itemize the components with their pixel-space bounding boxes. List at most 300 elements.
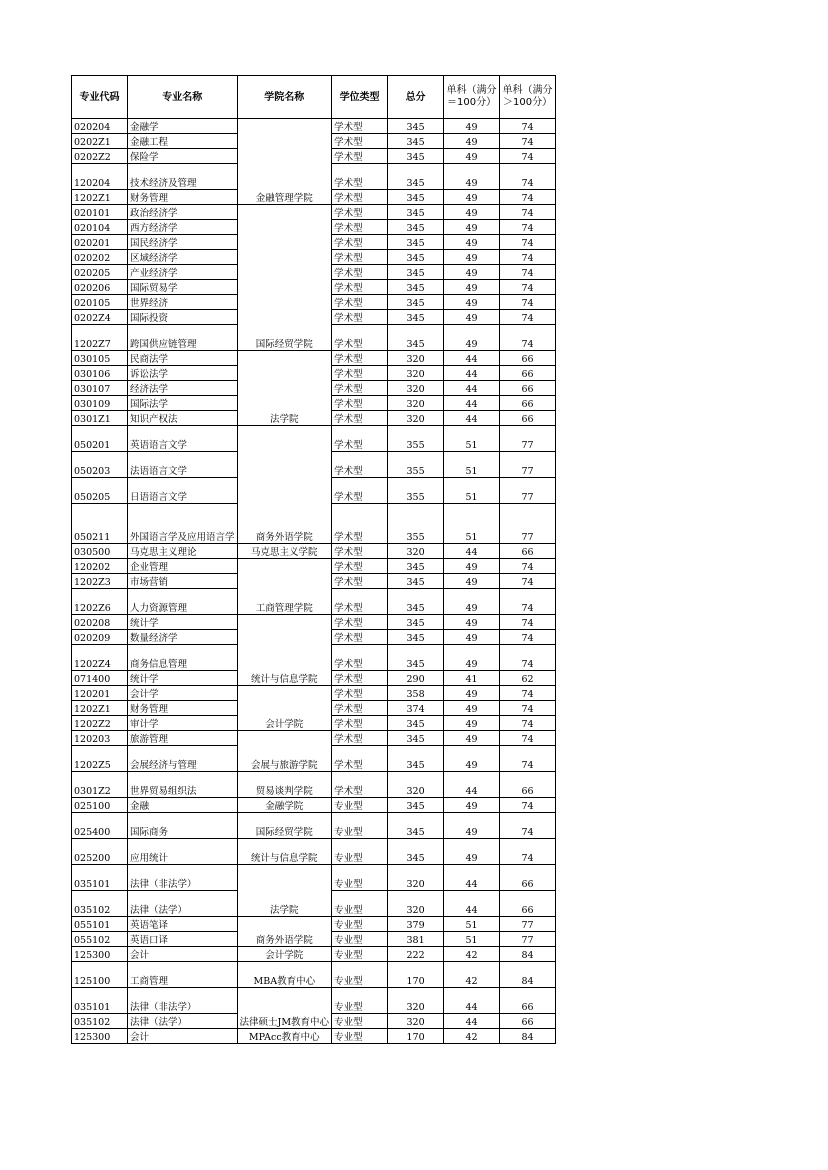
total-score: 358 <box>388 686 444 701</box>
major-name: 产业经济学 <box>128 265 238 280</box>
degree-type: 专业型 <box>332 988 388 1014</box>
degree-type: 学术型 <box>332 544 388 559</box>
single-score-over100: 66 <box>500 891 556 917</box>
table-body <box>72 119 556 1044</box>
single-score-over100: 74 <box>500 615 556 630</box>
single-score-over100: 66 <box>500 381 556 396</box>
major-code: 030500 <box>72 544 128 559</box>
single-score-100: 49 <box>444 220 500 235</box>
major-code: 050201 <box>72 426 128 452</box>
single-score-100: 42 <box>444 1029 500 1044</box>
major-name: 国际商务 <box>128 813 238 839</box>
major-code: 120203 <box>72 731 128 746</box>
college-name: 金融管理学院 <box>237 119 332 205</box>
header-single-over100: 单科（满分＞100分） <box>500 76 556 119</box>
single-score-over100: 74 <box>500 220 556 235</box>
single-score-over100: 66 <box>500 366 556 381</box>
single-score-100: 44 <box>444 544 500 559</box>
total-score: 222 <box>388 947 444 962</box>
single-score-over100: 74 <box>500 686 556 701</box>
degree-type: 学术型 <box>332 671 388 686</box>
single-score-100: 49 <box>444 630 500 645</box>
major-code: 125100 <box>72 962 128 988</box>
major-name: 政治经济学 <box>128 205 238 220</box>
single-score-100: 49 <box>444 731 500 746</box>
table-row <box>72 559 556 574</box>
single-score-100: 44 <box>444 366 500 381</box>
table-row <box>72 119 556 134</box>
major-code: 1202Z4 <box>72 645 128 671</box>
major-name: 西方经济学 <box>128 220 238 235</box>
single-score-over100: 84 <box>500 1029 556 1044</box>
total-score: 345 <box>388 731 444 746</box>
header-single-100: 单科（满分＝100分） <box>444 76 500 119</box>
degree-type: 学术型 <box>332 265 388 280</box>
single-score-over100: 74 <box>500 574 556 589</box>
single-score-over100: 74 <box>500 716 556 731</box>
table-row <box>72 731 556 746</box>
single-score-over100: 74 <box>500 205 556 220</box>
major-name: 法律（非法学） <box>128 865 238 891</box>
single-score-over100: 74 <box>500 731 556 746</box>
college-name: 工商管理学院 <box>237 559 332 615</box>
major-name: 财务管理 <box>128 701 238 716</box>
degree-type: 学术型 <box>332 149 388 164</box>
single-score-over100: 74 <box>500 559 556 574</box>
major-code: 120204 <box>72 164 128 190</box>
degree-type: 学术型 <box>332 716 388 731</box>
major-name: 会计 <box>128 1029 238 1044</box>
total-score: 345 <box>388 615 444 630</box>
college-name: 法律硕士JM教育中心 <box>237 988 332 1029</box>
college-name: 统计与信息学院 <box>237 615 332 686</box>
total-score: 345 <box>388 839 444 865</box>
total-score: 345 <box>388 149 444 164</box>
single-score-100: 44 <box>444 411 500 426</box>
single-score-over100: 66 <box>500 544 556 559</box>
major-code: 030107 <box>72 381 128 396</box>
single-score-100: 49 <box>444 686 500 701</box>
degree-type: 学术型 <box>332 574 388 589</box>
college-name: MPAcc教育中心 <box>237 1029 332 1044</box>
major-code: 035101 <box>72 988 128 1014</box>
total-score: 345 <box>388 746 444 772</box>
single-score-100: 44 <box>444 381 500 396</box>
total-score: 320 <box>388 1014 444 1029</box>
table-row <box>72 813 556 839</box>
college-name: 商务外语学院 <box>237 917 332 947</box>
college-name: 会计学院 <box>237 947 332 962</box>
single-score-100: 51 <box>444 478 500 504</box>
table-row <box>72 917 556 932</box>
single-score-100: 49 <box>444 205 500 220</box>
total-score: 345 <box>388 559 444 574</box>
degree-type: 学术型 <box>332 772 388 798</box>
degree-type: 学术型 <box>332 366 388 381</box>
single-score-100: 42 <box>444 947 500 962</box>
single-score-over100: 74 <box>500 798 556 813</box>
total-score: 290 <box>388 671 444 686</box>
college-name: 法学院 <box>237 351 332 426</box>
major-code: 120201 <box>72 686 128 701</box>
admission-score-table <box>71 75 556 1044</box>
college-name: 法学院 <box>237 865 332 917</box>
degree-type: 学术型 <box>332 164 388 190</box>
degree-type: 学术型 <box>332 235 388 250</box>
single-score-100: 49 <box>444 295 500 310</box>
major-name: 市场营销 <box>128 574 238 589</box>
single-score-100: 49 <box>444 813 500 839</box>
college-name: 统计与信息学院 <box>237 839 332 865</box>
degree-type: 专业型 <box>332 1029 388 1044</box>
major-name: 会展经济与管理 <box>128 746 238 772</box>
major-name: 知识产权法 <box>128 411 238 426</box>
single-score-over100: 66 <box>500 396 556 411</box>
single-score-over100: 74 <box>500 630 556 645</box>
major-code: 020206 <box>72 280 128 295</box>
total-score: 320 <box>388 865 444 891</box>
total-score: 355 <box>388 478 444 504</box>
total-score: 355 <box>388 504 444 544</box>
single-score-over100: 66 <box>500 411 556 426</box>
single-score-over100: 77 <box>500 932 556 947</box>
single-score-over100: 74 <box>500 149 556 164</box>
single-score-over100: 74 <box>500 746 556 772</box>
degree-type: 学术型 <box>332 426 388 452</box>
single-score-100: 49 <box>444 798 500 813</box>
single-score-100: 44 <box>444 891 500 917</box>
major-name: 经济法学 <box>128 381 238 396</box>
table-row <box>72 839 556 865</box>
major-name: 统计学 <box>128 615 238 630</box>
major-code: 020105 <box>72 295 128 310</box>
major-code: 125300 <box>72 1029 128 1044</box>
header-total-score: 总分 <box>388 76 444 119</box>
single-score-over100: 74 <box>500 701 556 716</box>
college-name: 国际经贸学院 <box>237 813 332 839</box>
major-name: 金融 <box>128 798 238 813</box>
total-score: 320 <box>388 351 444 366</box>
total-score: 345 <box>388 250 444 265</box>
single-score-over100: 84 <box>500 962 556 988</box>
major-code: 1202Z1 <box>72 701 128 716</box>
total-score: 345 <box>388 164 444 190</box>
single-score-100: 49 <box>444 645 500 671</box>
single-score-over100: 74 <box>500 235 556 250</box>
single-score-100: 49 <box>444 839 500 865</box>
major-name: 财务管理 <box>128 190 238 205</box>
single-score-100: 49 <box>444 310 500 325</box>
major-code: 025200 <box>72 839 128 865</box>
degree-type: 学术型 <box>332 452 388 478</box>
degree-type: 专业型 <box>332 917 388 932</box>
degree-type: 学术型 <box>332 630 388 645</box>
college-name: 金融学院 <box>237 798 332 813</box>
total-score: 320 <box>388 988 444 1014</box>
major-name: 应用统计 <box>128 839 238 865</box>
total-score: 345 <box>388 205 444 220</box>
single-score-over100: 74 <box>500 645 556 671</box>
major-code: 055101 <box>72 917 128 932</box>
total-score: 345 <box>388 235 444 250</box>
major-name: 国际投资 <box>128 310 238 325</box>
college-name: 商务外语学院 <box>237 426 332 544</box>
major-code: 025400 <box>72 813 128 839</box>
major-code: 050203 <box>72 452 128 478</box>
single-score-100: 49 <box>444 589 500 615</box>
degree-type: 学术型 <box>332 220 388 235</box>
major-name: 国民经济学 <box>128 235 238 250</box>
total-score: 345 <box>388 645 444 671</box>
major-code: 1202Z5 <box>72 746 128 772</box>
total-score: 320 <box>388 411 444 426</box>
single-score-over100: 77 <box>500 917 556 932</box>
total-score: 320 <box>388 396 444 411</box>
single-score-100: 44 <box>444 865 500 891</box>
total-score: 320 <box>388 891 444 917</box>
total-score: 345 <box>388 134 444 149</box>
table-row <box>72 962 556 988</box>
total-score: 355 <box>388 452 444 478</box>
major-code: 020208 <box>72 615 128 630</box>
table-row <box>72 615 556 630</box>
major-code: 071400 <box>72 671 128 686</box>
major-code: 0301Z1 <box>72 411 128 426</box>
table-row <box>72 772 556 798</box>
single-score-100: 49 <box>444 265 500 280</box>
major-name: 诉讼法学 <box>128 366 238 381</box>
single-score-100: 51 <box>444 917 500 932</box>
single-score-100: 49 <box>444 701 500 716</box>
table-row <box>72 544 556 559</box>
degree-type: 学术型 <box>332 325 388 351</box>
single-score-100: 44 <box>444 396 500 411</box>
total-score: 355 <box>388 426 444 452</box>
major-name: 统计学 <box>128 671 238 686</box>
total-score: 345 <box>388 589 444 615</box>
table-row <box>72 865 556 891</box>
major-name: 国际法学 <box>128 396 238 411</box>
major-code: 1202Z1 <box>72 190 128 205</box>
major-code: 020204 <box>72 119 128 134</box>
college-name: 国际经贸学院 <box>237 205 332 351</box>
major-code: 035101 <box>72 865 128 891</box>
major-code: 020201 <box>72 235 128 250</box>
major-name: 英语笔译 <box>128 917 238 932</box>
major-code: 030105 <box>72 351 128 366</box>
total-score: 345 <box>388 220 444 235</box>
degree-type: 学术型 <box>332 381 388 396</box>
college-name: 马克思主义学院 <box>237 544 332 559</box>
degree-type: 专业型 <box>332 798 388 813</box>
major-code: 1202Z2 <box>72 716 128 731</box>
major-name: 法律（法学） <box>128 891 238 917</box>
single-score-over100: 62 <box>500 671 556 686</box>
degree-type: 学术型 <box>332 686 388 701</box>
total-score: 345 <box>388 119 444 134</box>
single-score-over100: 74 <box>500 265 556 280</box>
single-score-100: 51 <box>444 504 500 544</box>
college-name: 会展与旅游学院 <box>237 731 332 772</box>
major-code: 020104 <box>72 220 128 235</box>
single-score-100: 49 <box>444 574 500 589</box>
single-score-over100: 77 <box>500 478 556 504</box>
degree-type: 专业型 <box>332 839 388 865</box>
major-name: 国际贸易学 <box>128 280 238 295</box>
major-code: 025100 <box>72 798 128 813</box>
degree-type: 专业型 <box>332 932 388 947</box>
table-row <box>72 426 556 452</box>
major-name: 商务信息管理 <box>128 645 238 671</box>
degree-type: 专业型 <box>332 813 388 839</box>
total-score: 345 <box>388 280 444 295</box>
major-name: 世界贸易组织法 <box>128 772 238 798</box>
header-college-name: 学院名称 <box>237 76 332 119</box>
degree-type: 学术型 <box>332 478 388 504</box>
degree-type: 学术型 <box>332 119 388 134</box>
single-score-100: 49 <box>444 615 500 630</box>
single-score-over100: 77 <box>500 452 556 478</box>
single-score-over100: 74 <box>500 280 556 295</box>
degree-type: 专业型 <box>332 1014 388 1029</box>
single-score-100: 49 <box>444 235 500 250</box>
total-score: 374 <box>388 701 444 716</box>
major-name: 法律（非法学） <box>128 988 238 1014</box>
major-name: 保险学 <box>128 149 238 164</box>
total-score: 170 <box>388 962 444 988</box>
single-score-over100: 66 <box>500 772 556 798</box>
major-code: 0202Z4 <box>72 310 128 325</box>
table-row <box>72 686 556 701</box>
single-score-over100: 77 <box>500 504 556 544</box>
total-score: 345 <box>388 265 444 280</box>
major-code: 1202Z6 <box>72 589 128 615</box>
single-score-100: 51 <box>444 932 500 947</box>
single-score-over100: 74 <box>500 813 556 839</box>
degree-type: 学术型 <box>332 280 388 295</box>
major-name: 工商管理 <box>128 962 238 988</box>
major-code: 020101 <box>72 205 128 220</box>
table-row <box>72 205 556 220</box>
single-score-100: 44 <box>444 988 500 1014</box>
single-score-over100: 74 <box>500 310 556 325</box>
major-name: 企业管理 <box>128 559 238 574</box>
major-code: 020205 <box>72 265 128 280</box>
major-name: 数量经济学 <box>128 630 238 645</box>
major-name: 区域经济学 <box>128 250 238 265</box>
degree-type: 学术型 <box>332 504 388 544</box>
major-name: 日语语言文学 <box>128 478 238 504</box>
major-name: 法律（法学） <box>128 1014 238 1029</box>
degree-type: 学术型 <box>332 310 388 325</box>
total-score: 345 <box>388 813 444 839</box>
major-code: 030109 <box>72 396 128 411</box>
major-code: 125300 <box>72 947 128 962</box>
major-name: 英语语言文学 <box>128 426 238 452</box>
degree-type: 学术型 <box>332 396 388 411</box>
major-name: 世界经济 <box>128 295 238 310</box>
table-row <box>72 798 556 813</box>
major-name: 民商法学 <box>128 351 238 366</box>
major-name: 人力资源管理 <box>128 589 238 615</box>
degree-type: 专业型 <box>332 891 388 917</box>
major-code: 0202Z1 <box>72 134 128 149</box>
single-score-100: 44 <box>444 772 500 798</box>
total-score: 320 <box>388 772 444 798</box>
degree-type: 学术型 <box>332 411 388 426</box>
degree-type: 学术型 <box>332 615 388 630</box>
major-code: 0301Z2 <box>72 772 128 798</box>
total-score: 379 <box>388 917 444 932</box>
major-name: 英语口译 <box>128 932 238 947</box>
major-code: 1202Z3 <box>72 574 128 589</box>
degree-type: 专业型 <box>332 962 388 988</box>
degree-type: 学术型 <box>332 190 388 205</box>
major-name: 金融学 <box>128 119 238 134</box>
major-code: 030106 <box>72 366 128 381</box>
major-code: 035102 <box>72 1014 128 1029</box>
single-score-100: 42 <box>444 962 500 988</box>
single-score-100: 49 <box>444 746 500 772</box>
single-score-100: 51 <box>444 452 500 478</box>
college-name: MBA教育中心 <box>237 962 332 988</box>
table-header <box>72 76 556 119</box>
degree-type: 学术型 <box>332 645 388 671</box>
degree-type: 学术型 <box>332 746 388 772</box>
single-score-100: 49 <box>444 559 500 574</box>
single-score-100: 49 <box>444 164 500 190</box>
major-code: 1202Z7 <box>72 325 128 351</box>
degree-type: 学术型 <box>332 589 388 615</box>
major-code: 055102 <box>72 932 128 947</box>
single-score-over100: 66 <box>500 865 556 891</box>
single-score-over100: 74 <box>500 119 556 134</box>
degree-type: 专业型 <box>332 947 388 962</box>
single-score-over100: 66 <box>500 1014 556 1029</box>
single-score-over100: 84 <box>500 947 556 962</box>
single-score-over100: 74 <box>500 295 556 310</box>
total-score: 345 <box>388 798 444 813</box>
single-score-over100: 74 <box>500 839 556 865</box>
total-score: 320 <box>388 366 444 381</box>
major-code: 050211 <box>72 504 128 544</box>
table-row <box>72 947 556 962</box>
total-score: 345 <box>388 310 444 325</box>
single-score-over100: 74 <box>500 190 556 205</box>
major-code: 035102 <box>72 891 128 917</box>
single-score-over100: 74 <box>500 589 556 615</box>
table-row <box>72 351 556 366</box>
single-score-over100: 66 <box>500 988 556 1014</box>
major-name: 审计学 <box>128 716 238 731</box>
major-name: 旅游管理 <box>128 731 238 746</box>
major-name: 马克思主义理论 <box>128 544 238 559</box>
header-code: 专业代码 <box>72 76 128 119</box>
degree-type: 学术型 <box>332 351 388 366</box>
table-row <box>72 1029 556 1044</box>
degree-type: 学术型 <box>332 559 388 574</box>
major-name: 会计学 <box>128 686 238 701</box>
single-score-over100: 74 <box>500 134 556 149</box>
header-degree-type: 学位类型 <box>332 76 388 119</box>
header-major-name: 专业名称 <box>128 76 238 119</box>
single-score-over100: 74 <box>500 164 556 190</box>
college-name: 贸易谈判学院 <box>237 772 332 798</box>
total-score: 320 <box>388 544 444 559</box>
single-score-100: 49 <box>444 134 500 149</box>
single-score-100: 49 <box>444 280 500 295</box>
major-name: 法语语言文学 <box>128 452 238 478</box>
